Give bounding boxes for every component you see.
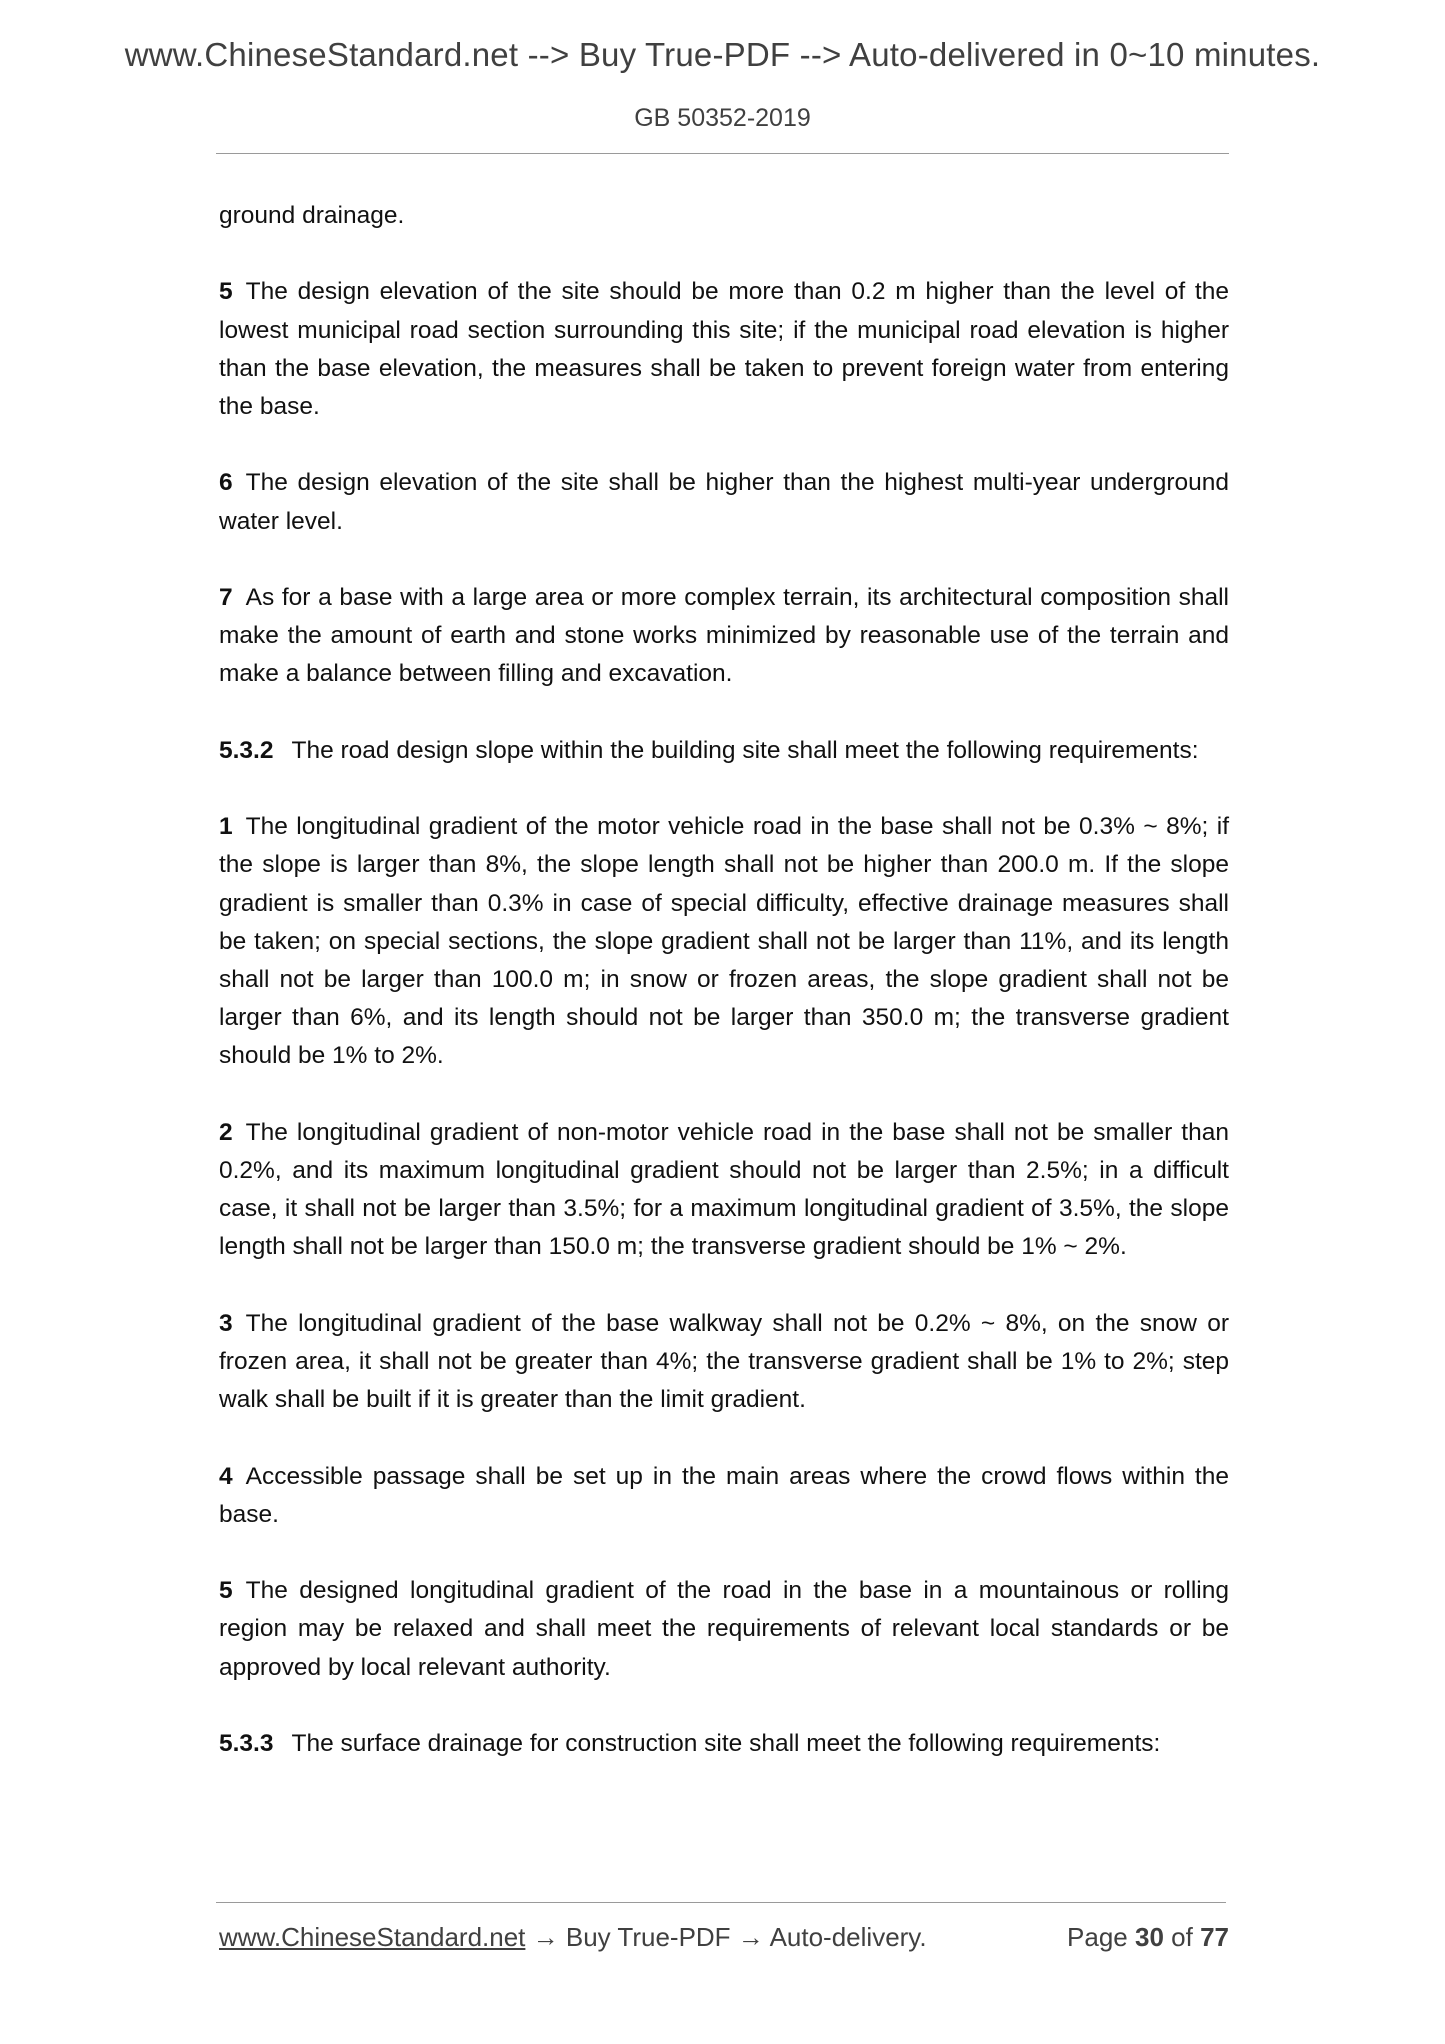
item-text: The longitudinal gradient of the base walkway shall not be 0.2% ~ 8%, on the snow or frozen area, it shall not be greater than 4%; the transverse gradient shall be 1% to 2%; step walk shall be built if it is greater than the limit gradient. [219, 1309, 1229, 1414]
item-text: The designed longitudinal gradient of the road in the base in a mountainous or rolling region may be relaxed and shall meet the requirements of relevant local standards or be approved by local relevant authority. [219, 1577, 1229, 1681]
item-text: The longitudinal gradient of the motor vehicle road in the base shall not be 0.3% ~ 8%; if the slope is larger than 8%, the slope length shall not be higher than 200.0 m. If the slope gradient is smaller than 0.3% in case of special difficulty, effective drainage measures shall be taken; on special sections, the slope gradient shall not be larger than 11%, and its length shall not be larger than 100.0 m; in snow or frozen areas, the slope gradient shall not be larger than 6%, and its length should not be larger than 350.0 m; the transverse gradient should be 1% to 2%. [219, 813, 1229, 1070]
item-number: 7 [219, 583, 233, 611]
page-label: Page [1067, 1922, 1128, 1952]
clause-text: The surface drainage for construction site shall meet the following requirements: [291, 1729, 1161, 1757]
item-number: 2 [219, 1118, 233, 1146]
item-number: 5 [219, 278, 233, 306]
top-banner: www.ChineseStandard.net --> Buy True-PDF --> Auto-delivered in 0~10 minutes. [124, 36, 1321, 73]
clause-text: The road design slope within the building site shall meet the following requirements: [291, 736, 1199, 764]
page-content [219, 197, 1229, 1763]
clause-number: 5.3.3 [219, 1729, 274, 1757]
clause-5-3-3 [219, 1725, 1229, 1763]
item-text: Accessible passage shall be set up in the main areas where the crowd flows within the base. [219, 1462, 1229, 1528]
footer-divider [216, 1902, 1226, 1903]
list-item [219, 464, 1229, 540]
of-label: of [1171, 1922, 1193, 1952]
item-number: 5 [219, 1577, 233, 1605]
clause-5-3-2 [219, 732, 1229, 770]
footer-tagline: → Buy True-PDF → Auto-delivery. [525, 1922, 927, 1952]
item-number: 4 [219, 1462, 233, 1490]
continuation-text: ground drainage. [219, 202, 405, 229]
item-number: 3 [219, 1309, 233, 1337]
standard-code: GB 50352-2019 [634, 104, 811, 132]
page-indicator [1067, 1922, 1229, 1953]
list-item [219, 1458, 1229, 1534]
clause-number: 5.3.2 [219, 736, 274, 764]
item-number: 1 [219, 813, 233, 841]
total-pages: 77 [1200, 1922, 1229, 1952]
list-item [219, 1114, 1229, 1267]
footer-website-link[interactable]: www.ChineseStandard.net [219, 1922, 526, 1952]
item-number: 6 [219, 469, 233, 497]
item-text: The design elevation of the site should be more than 0.2 m higher than the level of the lowest municipal road section surrounding this site; if the municipal road elevation is higher than the base elevation, the measures shall be taken to prevent foreign water from entering the base. [219, 278, 1229, 420]
list-item [219, 808, 1229, 1075]
item-text: The longitudinal gradient of non-motor vehicle road in the base shall not be smaller than 0.2%, and its maximum longitudinal gradient should not be larger than 2.5%; in a difficult case, it shall not be larger than 3.5%; for a maximum longitudinal gradient of 3.5%, the slope length shall not be larger than 150.0 m; the transverse gradient should be 1% ~ 2%. [219, 1118, 1229, 1261]
list-item [219, 579, 1229, 694]
item-text: The design elevation of the site shall be higher than the highest multi-year underground water level. [219, 469, 1229, 535]
list-item [219, 1572, 1229, 1687]
page-footer [219, 1922, 1229, 1953]
header-divider [216, 153, 1229, 154]
page-number: 30 [1135, 1922, 1164, 1952]
item-text: As for a base with a large area or more complex terrain, its architectural composition shall make the amount of earth and stone works minimized by reasonable use of the terrain and make a balance between filling and excavation. [219, 583, 1229, 688]
list-item [219, 273, 1229, 426]
list-item [219, 1305, 1229, 1420]
